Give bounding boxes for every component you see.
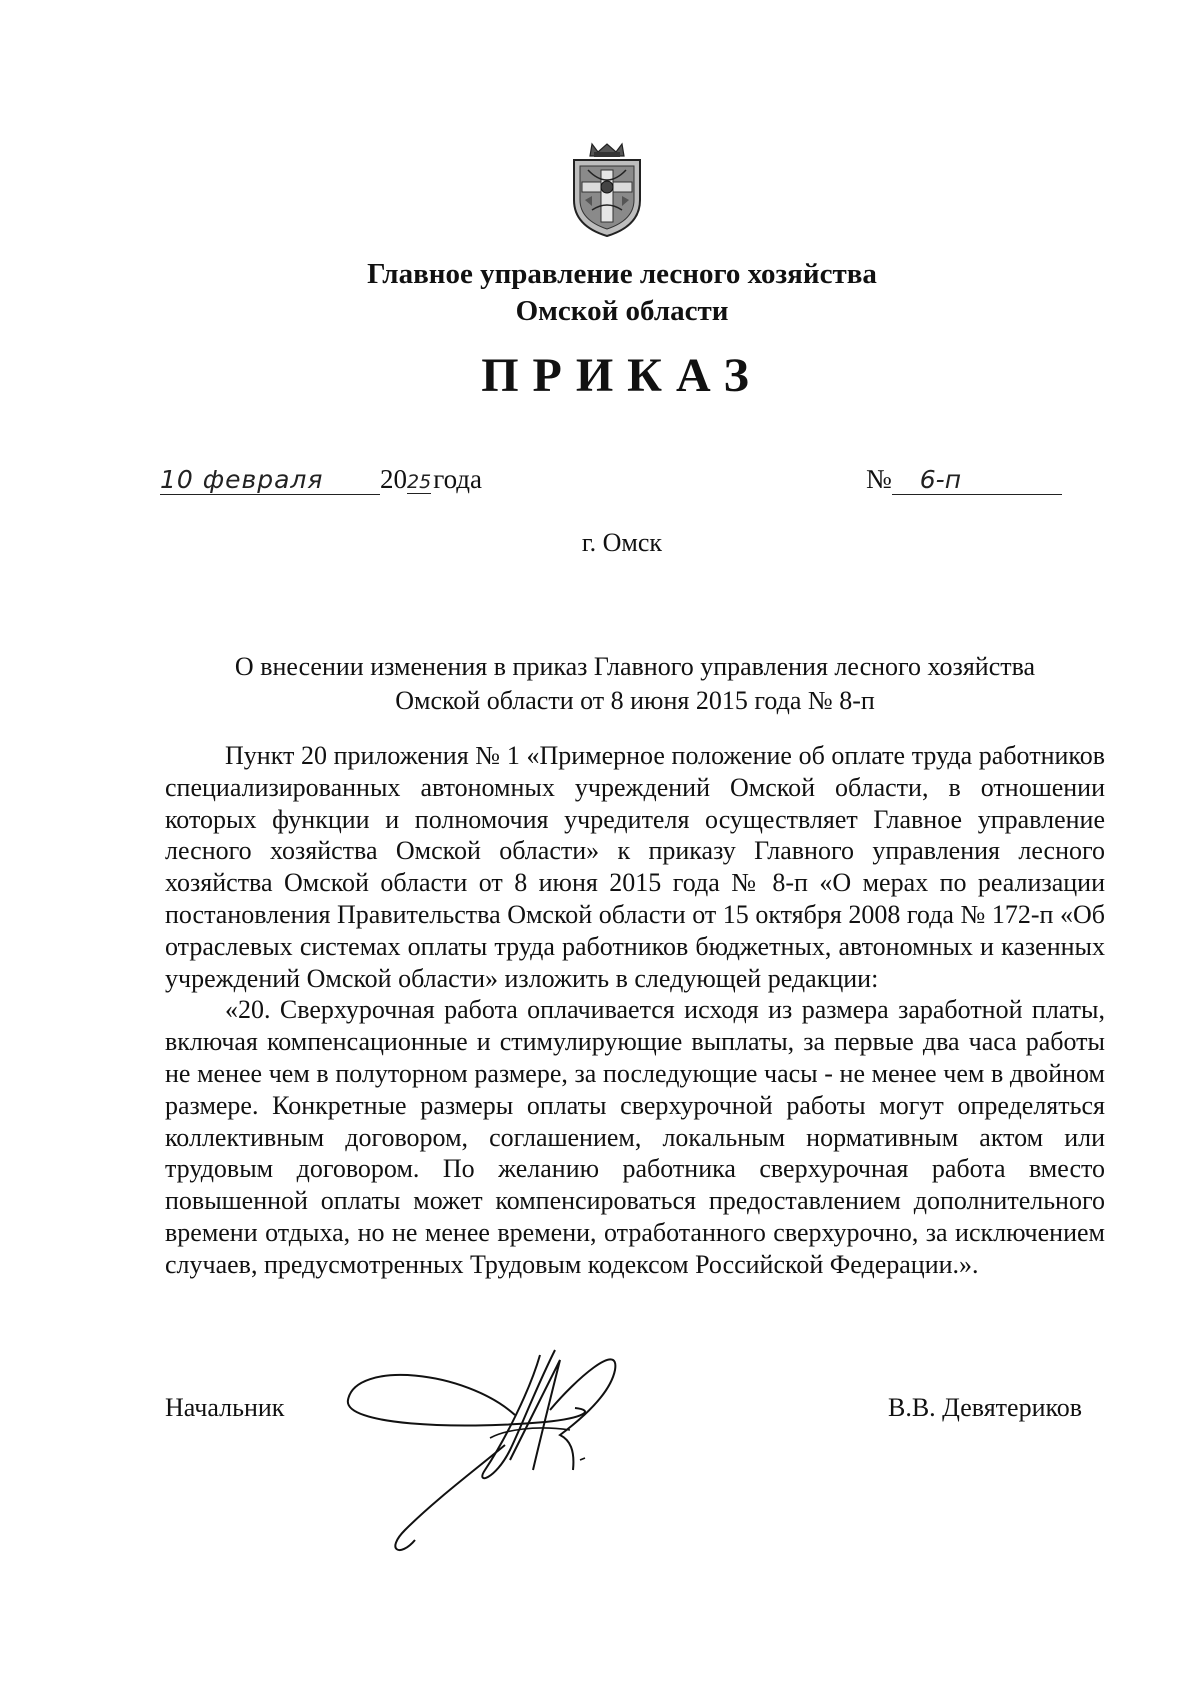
year-handwritten: 25 [407, 471, 432, 493]
number-label: № [866, 464, 892, 494]
subject-line1: О внесении изменения в приказ Главного управления лесного хозяйства [234, 652, 1036, 681]
handwritten-signature-icon [345, 1330, 665, 1560]
body-paragraph-1: Пункт 20 приложения № 1 «Примерное положение об оплате труда работников специализированных автономных учреждений Омской области, в отношении которых функции и полномочия учредителя осуществляет Главное управление лесного хозяйства Омской области» к приказу Главного управления лесного хозяйства Омской области от 8 июня 2015 года № 8-п «О мерах по реализации постановления Правительства Омской области от 15 октября 2008 года № 172-п «Об отраслевых системах оплаты труда работников бюджетных, автономных и казенных учреждений Омской области» изложить в следующей редакции: [165, 741, 1105, 993]
body-paragraph-2: «20. Сверхурочная работа оплачивается исходя из размера заработной платы, включая компенсационные и стимулирующие выплаты, за первые два часа работы не менее чем в полуторном размере, за последующие часы - не менее чем в двойном размере. Конкретные размеры оплаты сверхурочной работы могут определяться коллективным договором, соглашением, локальным нормативным актом или трудовым договором. По желанию работника сверхурочная работа вместо повышенной оплаты может компенсироваться предоставлением дополнительного времени отдыха, но не менее времени, отработанного сверхурочно, за исключением случаев, предусмотренных Трудовым кодексом Российской Федерации.». [165, 995, 1105, 1279]
document-type-title: ПРИКАЗ [481, 349, 763, 402]
year-suffix: года [433, 464, 483, 494]
subject-line2: Омской области от 8 июня 2015 года № 8-п [395, 686, 875, 715]
signer-role: Начальник [165, 1393, 285, 1422]
document-body [165, 740, 1105, 1281]
number-handwritten: 6-п [892, 465, 1062, 495]
coat-of-arms-icon [570, 140, 644, 238]
year-prefix: 20 [380, 464, 407, 494]
date-handwritten: 10 февраля [160, 465, 380, 495]
document-subject [160, 650, 1110, 718]
number-line [866, 464, 1062, 495]
city: г. Омск [581, 528, 663, 557]
org-name-line2: Омской области [515, 295, 729, 327]
org-name-line1: Главное управление лесного хозяйства [367, 258, 877, 290]
signer-name: В.В. Девятериков [888, 1393, 1083, 1422]
date-line [160, 464, 482, 495]
